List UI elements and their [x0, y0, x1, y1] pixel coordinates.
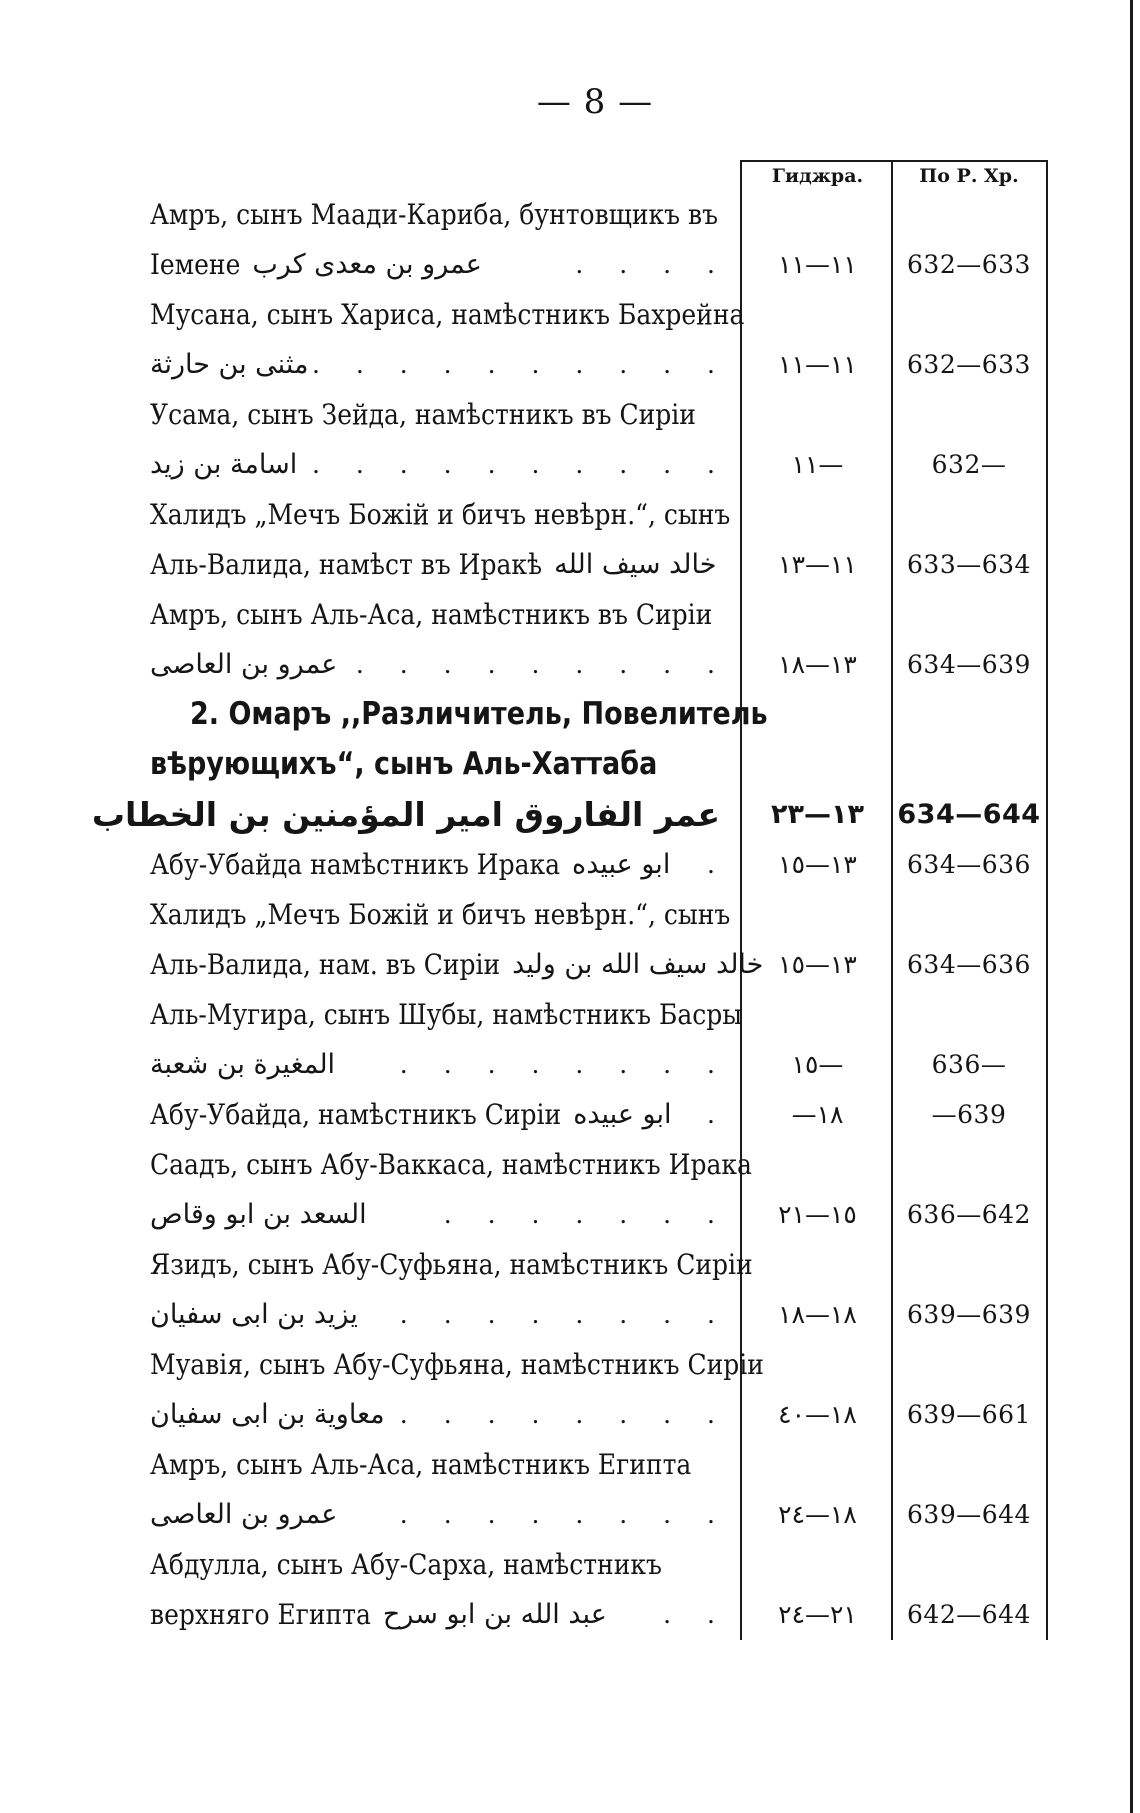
page-number: — 8 —	[536, 82, 654, 122]
entry-line	[150, 640, 735, 690]
entry-arabic-name: عمرو بن العاصى	[150, 1499, 338, 1530]
table-top-rule	[740, 160, 1048, 162]
entry-arabic-name: السعد بن ابو وقاص	[150, 1199, 367, 1230]
entry-line	[150, 490, 735, 540]
entry-russian-text: Халидъ „Мечъ Божій и бичъ невѣрн.“, сынъ	[150, 898, 731, 931]
ad-years: 634—639	[907, 650, 1031, 679]
hijra-years: ٢١—٢٤	[778, 1600, 857, 1629]
ad-years: 634—636	[907, 850, 1031, 879]
entry-arabic-name: اسامة بن زيد	[150, 449, 298, 480]
ad-years: 642—644	[907, 1600, 1031, 1629]
hijra-years: —١٨	[791, 1100, 844, 1129]
entry-line	[150, 290, 745, 340]
entry-arabic-name: عبد الله بن ابو سرح	[382, 1599, 607, 1630]
entry-arabic-name: معاوية بن ابى سفيان	[150, 1399, 385, 1430]
ad-years: —639	[931, 1100, 1007, 1129]
entry-russian-text: Амръ, сынъ Аль-Аса, намѣстникъ Египта	[150, 1448, 692, 1481]
entry-line	[150, 990, 743, 1040]
entry-line	[91, 790, 735, 840]
entry-line	[150, 340, 735, 390]
entry-line	[150, 1390, 735, 1440]
entry-line	[150, 1190, 735, 1240]
entry-line	[150, 540, 735, 590]
entry-line	[150, 1290, 735, 1340]
entry-line	[150, 1040, 735, 1090]
hijra-years: ١٨—١٨	[778, 1300, 857, 1329]
hijra-years: ١٥—	[791, 1050, 844, 1079]
entry-arabic-name: مثنى بن حارثة	[150, 349, 309, 380]
page-edge-line	[1130, 0, 1133, 1813]
entry-arabic-name: المغيرة بن شعبة	[150, 1049, 336, 1080]
entry-russian-text: вѣрующихъ“, сынъ Аль-Хаттаба	[150, 746, 658, 783]
dot-leader: . . . . . . . .	[399, 1500, 729, 1529]
dot-leader: . . . . . . . .	[399, 1300, 729, 1329]
entry-line	[150, 190, 735, 240]
entry-line	[150, 690, 768, 740]
hijra-years: ١٣—١٥	[778, 950, 857, 979]
dot-leader: . .	[663, 1600, 729, 1629]
hijra-years: ١١—	[791, 450, 844, 479]
hijra-years: ١٨—٢٤	[778, 1500, 857, 1529]
entry-line	[150, 890, 735, 940]
entry-russian-text: Усама, сынъ Зейда, намѣстникъ въ Сиріи	[150, 398, 696, 431]
hijra-years: ١٣—٢٣	[771, 799, 864, 830]
ad-years: 634—636	[907, 950, 1031, 979]
table-rule-right	[1046, 160, 1048, 1640]
entry-line	[150, 590, 735, 640]
hijra-years: ١١—١١	[778, 250, 857, 279]
entry-line	[150, 1440, 735, 1490]
entry-russian-text: Абдулла, сынъ Абу-Сарха, намѣстникъ	[150, 1548, 662, 1581]
dot-leader: . . . . . . . .	[399, 1050, 729, 1079]
entry-russian-text: Аль-Валида, нам. въ Сиріи	[150, 948, 501, 981]
ad-years: 636—	[931, 1050, 1007, 1079]
ad-years: 632—	[931, 450, 1007, 479]
entry-russian-text: Мусана, сынъ Хариса, намѣстникъ Бахрейна	[150, 298, 745, 331]
entry-arabic-name: عمر الفاروق امير المؤمنين بن الخطاب	[91, 795, 720, 834]
entry-arabic-name: عمرو بن العاصى	[150, 649, 338, 680]
dot-leader: .	[707, 850, 729, 879]
entry-line	[150, 1490, 735, 1540]
dot-leader: .	[707, 1100, 729, 1129]
entry-russian-text: Абу-Убайда намѣстникъ Ирака	[150, 848, 561, 881]
ad-years: 634—644	[897, 799, 1041, 830]
entry-arabic-name: ابو عبيده	[573, 1099, 672, 1130]
entry-arabic-name: خالد سيف الله بن وليد	[512, 949, 764, 980]
entry-russian-text: 2. Омаръ ,,Различитель, Повелитель	[190, 696, 768, 733]
hijra-years: ١٣—١٥	[778, 850, 857, 879]
hijra-years: ١٥—٢١	[778, 1200, 857, 1229]
entry-arabic-name: يزيد بن ابى سفيان	[150, 1299, 358, 1330]
table-rule-left	[740, 160, 742, 1640]
hijra-years: ١١—١١	[778, 350, 857, 379]
entry-russian-text: Амръ, сынъ Аль-Аса, намѣстникъ въ Сиріи	[150, 598, 713, 631]
column-header-hijra: Гиджра.	[771, 165, 864, 187]
entry-russian-text: Iемене	[150, 248, 241, 281]
dot-leader: . . . . . . . . . .	[312, 450, 729, 479]
entry-russian-text: Аль-Валида, намѣст въ Иракѣ	[150, 548, 543, 581]
hijra-years: ١٨—٤٠	[778, 1400, 857, 1429]
entry-line	[150, 1590, 735, 1640]
entry-line	[150, 940, 764, 990]
dot-leader: . . . . . . . . . .	[312, 350, 729, 379]
ad-years: 632—633	[907, 350, 1031, 379]
entry-russian-text: верхняго Египта	[150, 1598, 371, 1631]
entry-line	[150, 1140, 752, 1190]
dot-leader: . . . . . . . . .	[355, 650, 729, 679]
ad-years: 636—642	[907, 1200, 1031, 1229]
entry-line	[150, 390, 735, 440]
entry-russian-text: Амръ, сынъ Маади-Кариба, бунтовщикъ въ	[150, 198, 719, 231]
entry-russian-text: Абу-Убайда, намѣстникъ Сиріи	[150, 1098, 562, 1131]
dot-leader: . . . . . . .	[443, 1200, 729, 1229]
entry-line	[150, 1240, 753, 1290]
entry-line	[150, 240, 735, 290]
ad-years: 639—661	[907, 1400, 1031, 1429]
entry-russian-text: Халидъ „Мечъ Божій и бичъ невѣрн.“, сынъ	[150, 498, 731, 531]
entry-line	[150, 440, 735, 490]
column-header-ad: По Р. Хр.	[919, 165, 1019, 187]
ad-years: 639—644	[907, 1500, 1031, 1529]
entry-arabic-name: خالد سيف الله	[554, 549, 717, 580]
entry-line	[150, 740, 735, 790]
hijra-years: ١٣—١٨	[778, 650, 857, 679]
entry-line	[150, 840, 735, 890]
entry-line	[150, 1540, 735, 1590]
hijra-years: ١١—١٣	[778, 550, 857, 579]
entry-line	[150, 1340, 764, 1390]
entry-line	[150, 1090, 735, 1140]
entry-russian-text: Саадъ, сынъ Абу-Ваккаса, намѣстникъ Ирака	[150, 1148, 752, 1181]
dot-leader: . . . .	[575, 250, 729, 279]
entry-russian-text: Аль-Мугира, сынъ Шубы, намѣстникъ Басры	[150, 998, 743, 1031]
ad-years: 639—639	[907, 1300, 1031, 1329]
entry-russian-text: Язидъ, сынъ Абу-Суфьяна, намѣстникъ Сиріи	[150, 1248, 753, 1281]
entry-arabic-name: ابو عبيده	[572, 849, 671, 880]
ad-years: 632—633	[907, 250, 1031, 279]
dot-leader: . . . . . . . .	[399, 1400, 729, 1429]
entry-russian-text: Муавія, сынъ Абу-Суфьяна, намѣстникъ Сиріи	[150, 1348, 764, 1381]
entry-arabic-name: عمرو بن معدى كرب	[252, 249, 482, 280]
ad-years: 633—634	[907, 550, 1031, 579]
